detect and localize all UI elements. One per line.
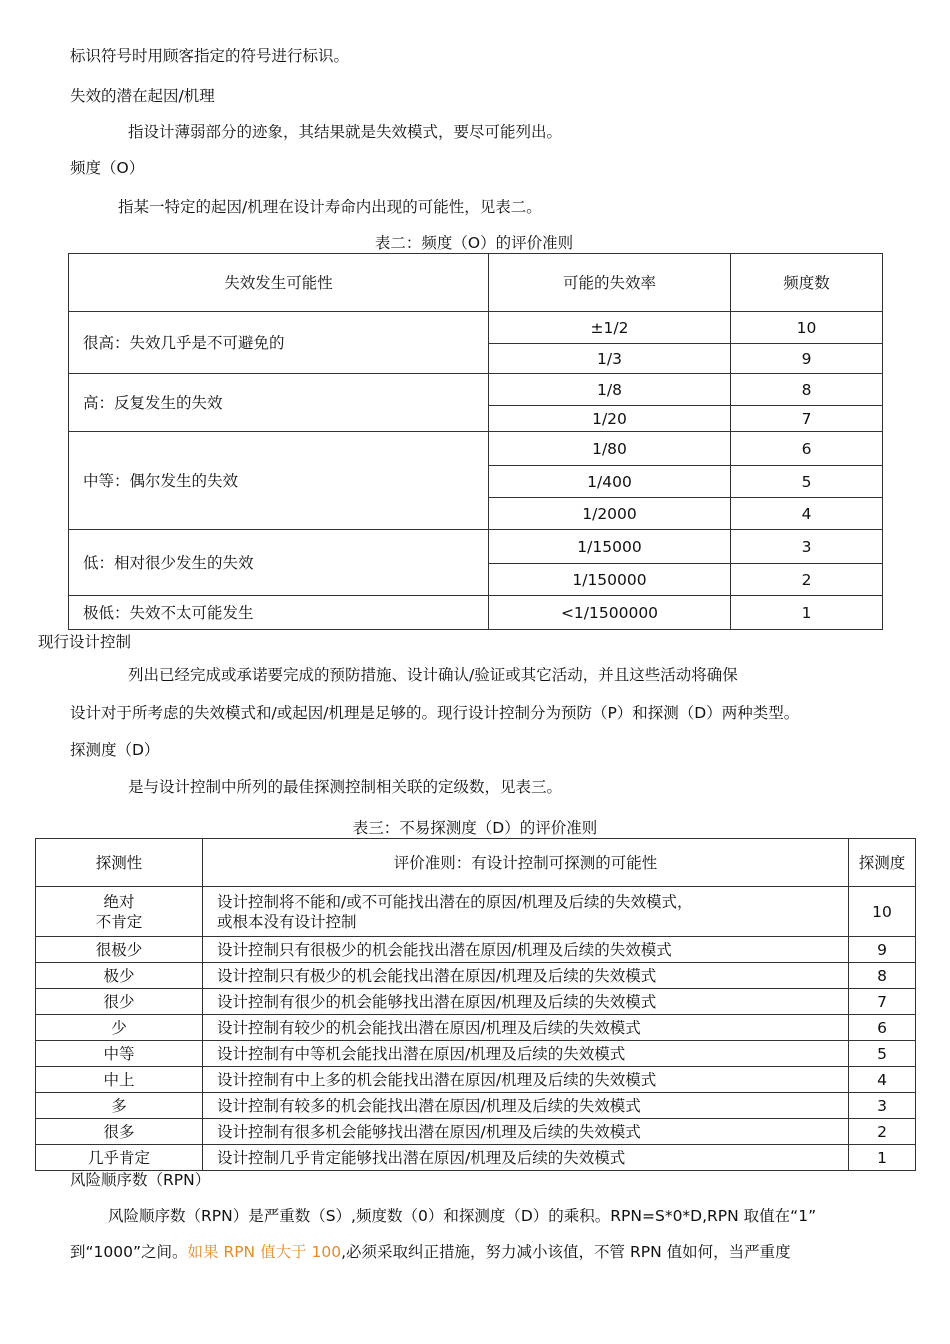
table3-level: 极少 bbox=[36, 963, 203, 989]
table3-score: 10 bbox=[849, 887, 916, 937]
rpn-highlight: 如果 RPN 值大于 100 bbox=[187, 1243, 342, 1261]
table3-header-criteria: 评价准则：有设计控制可探测的可能性 bbox=[203, 839, 849, 887]
table2-group-label: 很高：失效几乎是不可避免的 bbox=[69, 312, 489, 374]
control-desc-line2: 设计对于所考虑的失效模式和/或起因/机理是足够的。现行设计控制分为预防（P）和探测（D）两种类型。 bbox=[70, 704, 800, 722]
table3-level: 中等 bbox=[36, 1041, 203, 1067]
table3-score: 6 bbox=[849, 1015, 916, 1041]
table3-level bbox=[36, 887, 203, 937]
table3-score: 4 bbox=[849, 1067, 916, 1093]
table3-level: 多 bbox=[36, 1093, 203, 1119]
rpn-desc-line1: 风险顺序数（RPN）是严重数（S）,频度数（0）和探测度（D）的乘积。RPN=S*0*D,RPN 取值在“1” bbox=[108, 1207, 817, 1225]
table2-rate: 1/3 bbox=[489, 344, 731, 374]
table2-rate: 1/15000 bbox=[489, 530, 731, 564]
table3-criteria: 设计控制有很多机会能够找出潜在原因/机理及后续的失效模式 bbox=[203, 1119, 849, 1145]
intro-line: 标识符号时用顾客指定的符号进行标识。 bbox=[70, 47, 350, 65]
table3-level: 中上 bbox=[36, 1067, 203, 1093]
table2-freq: 4 bbox=[731, 498, 883, 530]
table2-rate: 1/20 bbox=[489, 406, 731, 432]
table3-criteria: 设计控制有较多的机会能找出潜在原因/机理及后续的失效模式 bbox=[203, 1093, 849, 1119]
freq-title: 频度（O） bbox=[70, 159, 145, 177]
table2-freq: 8 bbox=[731, 374, 883, 406]
table3-header-detectability: 探测性 bbox=[36, 839, 203, 887]
detection-title: 探测度（D） bbox=[70, 741, 160, 759]
table3-score: 2 bbox=[849, 1119, 916, 1145]
table3-level: 少 bbox=[36, 1015, 203, 1041]
table3-score: 8 bbox=[849, 963, 916, 989]
table2-header-likelihood: 失效发生可能性 bbox=[69, 254, 489, 312]
table2-rate: 1/400 bbox=[489, 466, 731, 498]
table3-criteria: 设计控制有较少的机会能找出潜在原因/机理及后续的失效模式 bbox=[203, 1015, 849, 1041]
table2-freq: 6 bbox=[731, 432, 883, 466]
rpn-desc-line2 bbox=[70, 1242, 791, 1262]
rpn-title: 风险顺序数（RPN） bbox=[70, 1171, 211, 1189]
table2-group-label: 低：相对很少发生的失效 bbox=[69, 530, 489, 596]
rpn-desc-text: ,必须采取纠正措施，努力减小该值，不管 RPN 值如何，当严重度 bbox=[341, 1243, 791, 1261]
table3-score: 1 bbox=[849, 1145, 916, 1171]
cause-title: 失效的潜在起因/机理 bbox=[70, 87, 215, 105]
table2-freq: 1 bbox=[731, 596, 883, 630]
table2-group-label: 高：反复发生的失效 bbox=[69, 374, 489, 432]
table2-rate: ±1/2 bbox=[489, 312, 731, 344]
table3-score: 7 bbox=[849, 989, 916, 1015]
table3-header-score: 探测度 bbox=[849, 839, 916, 887]
table3-criteria: 设计控制只有很极少的机会能找出潜在原因/机理及后续的失效模式 bbox=[203, 937, 849, 963]
rpn-desc-text: 到“1000”之间。 bbox=[70, 1243, 188, 1261]
table3-caption: 表三：不易探测度（D）的评价准则 bbox=[352, 819, 598, 837]
table3-level: 几乎肯定 bbox=[36, 1145, 203, 1171]
table3-score: 9 bbox=[849, 937, 916, 963]
table2-rate: 1/8 bbox=[489, 374, 731, 406]
table2-freq: 2 bbox=[731, 564, 883, 596]
table2-freq: 10 bbox=[731, 312, 883, 344]
table3-criteria-line: 或根本没有设计控制 bbox=[217, 912, 357, 931]
table2-header-frequency: 频度数 bbox=[731, 254, 883, 312]
table3-criteria: 设计控制有很少的机会能够找出潜在原因/机理及后续的失效模式 bbox=[203, 989, 849, 1015]
table2-header-rate: 可能的失效率 bbox=[489, 254, 731, 312]
table2-freq: 7 bbox=[731, 406, 883, 432]
table3-score: 5 bbox=[849, 1041, 916, 1067]
cause-desc: 指设计薄弱部分的迹象，其结果就是失效模式，要尽可能列出。 bbox=[128, 123, 563, 141]
table3-criteria: 设计控制有中等机会能找出潜在原因/机理及后续的失效模式 bbox=[203, 1041, 849, 1067]
table3-criteria: 设计控制只有极少的机会能找出潜在原因/机理及后续的失效模式 bbox=[203, 963, 849, 989]
table3-level: 很多 bbox=[36, 1119, 203, 1145]
table2-group-label: 中等：偶尔发生的失效 bbox=[69, 432, 489, 530]
table3-criteria: 设计控制有中上多的机会能找出潜在原因/机理及后续的失效模式 bbox=[203, 1067, 849, 1093]
table2-rate: 1/150000 bbox=[489, 564, 731, 596]
table3-level: 很少 bbox=[36, 989, 203, 1015]
table2-rate: <1/1500000 bbox=[489, 596, 731, 630]
control-desc-line1: 列出已经完成或承诺要完成的预防措施、设计确认/验证或其它活动，并且这些活动将确保 bbox=[128, 666, 738, 684]
table3-score: 3 bbox=[849, 1093, 916, 1119]
table2-freq: 9 bbox=[731, 344, 883, 374]
table2-caption: 表二：频度（O）的评价准则 bbox=[374, 234, 574, 252]
detection-table bbox=[35, 838, 916, 1171]
table2-freq: 3 bbox=[731, 530, 883, 564]
control-title: 现行设计控制 bbox=[38, 633, 132, 651]
table3-criteria-line: 设计控制将不能和/或不可能找出潜在的原因/机理及后续的失效模式， bbox=[217, 892, 693, 911]
table3-criteria bbox=[203, 887, 849, 937]
table2-group-label: 极低：失效不太可能发生 bbox=[69, 596, 489, 630]
table3-level-line: 不肯定 bbox=[95, 912, 143, 931]
freq-desc: 指某一特定的起因/机理在设计寿命内出现的可能性，见表二。 bbox=[118, 198, 542, 216]
table2-rate: 1/80 bbox=[489, 432, 731, 466]
table3-criteria: 设计控制几乎肯定能够找出潜在原因/机理及后续的失效模式 bbox=[203, 1145, 849, 1171]
detection-desc: 是与设计控制中所列的最佳探测控制相关联的定级数，见表三。 bbox=[128, 778, 563, 796]
table3-level: 很极少 bbox=[36, 937, 203, 963]
table2-rate: 1/2000 bbox=[489, 498, 731, 530]
frequency-table bbox=[68, 253, 883, 630]
table3-level-line: 绝对 bbox=[103, 892, 135, 911]
table2-freq: 5 bbox=[731, 466, 883, 498]
